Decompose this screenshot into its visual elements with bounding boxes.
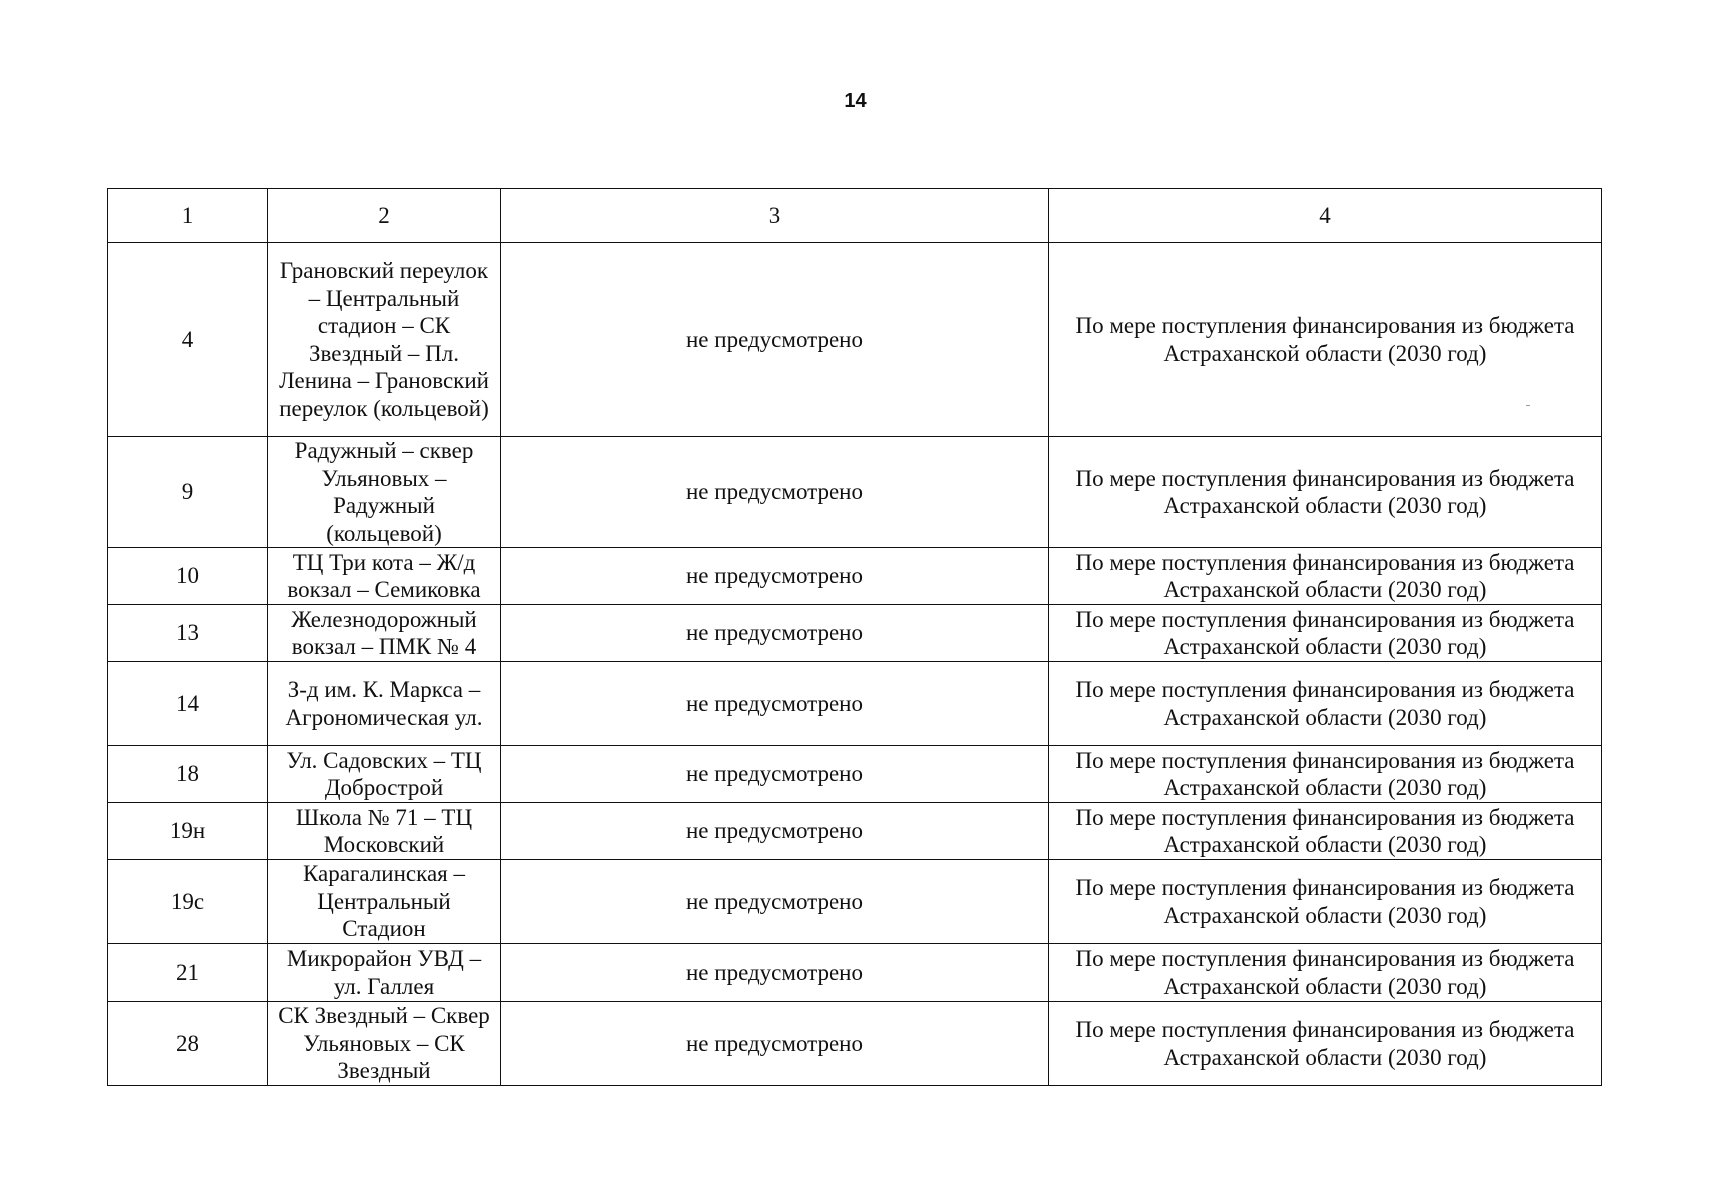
- term-text: По мере поступления финансирования из бюджета Астраханской области (2030 год): [1075, 465, 1575, 518]
- term-text: По мере поступления финансирования из бюджета Астраханской области (2030 год): [1075, 606, 1575, 659]
- term-text: По мере поступления финансирования из бюджета Астраханской области (2030 год): [1075, 804, 1575, 857]
- route-number: 28: [108, 1002, 268, 1086]
- measure-cell: не предусмотрено: [501, 803, 1049, 860]
- header-cell-4: 4: [1049, 189, 1602, 243]
- term-cell: [1049, 944, 1602, 1002]
- table-row: [108, 944, 1602, 1002]
- route-number: 9: [108, 437, 268, 548]
- measure-cell: не предусмотрено: [501, 1002, 1049, 1086]
- table-row: [108, 860, 1602, 944]
- measure-cell: не предусмотрено: [501, 944, 1049, 1002]
- term-text: По мере поступления финансирования из бюджета Астраханской области (2030 год): [1075, 1017, 1575, 1070]
- route-name: ТЦ Три кота – Ж/д вокзал – Семиковка: [268, 548, 501, 605]
- table-header-row: [108, 189, 1602, 243]
- route-name: Школа № 71 – ТЦ Московский: [268, 803, 501, 860]
- header-cell-2: 2: [268, 189, 501, 243]
- route-number: 18: [108, 746, 268, 803]
- table-row: [108, 548, 1602, 605]
- table-row: [108, 746, 1602, 803]
- header-cell-3: 3: [501, 189, 1049, 243]
- term-text: По мере поступления финансирования из бюджета Астраханской области (2030 год): [1075, 313, 1575, 366]
- measure-cell: не предусмотрено: [501, 243, 1049, 437]
- page-number: 14: [844, 90, 867, 112]
- measure-cell: не предусмотрено: [501, 860, 1049, 944]
- term-text: По мере поступления финансирования из бюджета Астраханской области (2030 год): [1075, 875, 1575, 928]
- measure-cell: не предусмотрено: [501, 605, 1049, 662]
- measure-cell: не предусмотрено: [501, 746, 1049, 803]
- term-cell: [1049, 605, 1602, 662]
- term-cell: [1049, 803, 1602, 860]
- route-number: 13: [108, 605, 268, 662]
- table-row: [108, 605, 1602, 662]
- route-name: З-д им. К. Маркса – Агрономическая ул.: [268, 662, 501, 746]
- route-number: 10: [108, 548, 268, 605]
- route-name: Микрорайон УВД – ул. Галлея: [268, 944, 501, 1002]
- term-cell: [1049, 548, 1602, 605]
- routes-table: [107, 188, 1602, 1086]
- route-name: Железнодорожный вокзал – ПМК № 4: [268, 605, 501, 662]
- measure-cell: не предусмотрено: [501, 437, 1049, 548]
- term-cell: [1049, 437, 1602, 548]
- measure-cell: не предусмотрено: [501, 662, 1049, 746]
- term-cell: [1049, 746, 1602, 803]
- table-row: [108, 437, 1602, 548]
- route-name: Радужный – сквер Ульяновых – Радужный (кольцевой): [268, 437, 501, 548]
- term-text: По мере поступления финансирования из бюджета Астраханской области (2030 год): [1075, 549, 1575, 602]
- route-number: 19н: [108, 803, 268, 860]
- scan-speck: [1526, 405, 1530, 406]
- table-row: [108, 1002, 1602, 1086]
- table-row: [108, 662, 1602, 746]
- route-number: 4: [108, 243, 268, 437]
- route-number: 19с: [108, 860, 268, 944]
- route-name: Ул. Садовских – ТЦ Добрострой: [268, 746, 501, 803]
- route-number: 14: [108, 662, 268, 746]
- term-cell: [1049, 662, 1602, 746]
- term-cell: [1049, 243, 1602, 437]
- route-name: Карагалинская – Центральный Стадион: [268, 860, 501, 944]
- table-row: [108, 803, 1602, 860]
- term-text: По мере поступления финансирования из бюджета Астраханской области (2030 год): [1075, 946, 1575, 999]
- term-cell: [1049, 860, 1602, 944]
- measure-cell: не предусмотрено: [501, 548, 1049, 605]
- header-cell-1: 1: [108, 189, 268, 243]
- route-number: 21: [108, 944, 268, 1002]
- term-text: По мере поступления финансирования из бюджета Астраханской области (2030 год): [1075, 747, 1575, 800]
- term-cell: [1049, 1002, 1602, 1086]
- term-text: По мере поступления финансирования из бюджета Астраханской области (2030 год): [1075, 677, 1575, 730]
- table-row: [108, 243, 1602, 437]
- route-name: Грановский переулок – Центральный стадион – СК Звездный – Пл. Ленина – Грановский переулок (кольцевой): [268, 243, 501, 437]
- route-name: СК Звездный – Сквер Ульяновых – СК Звездный: [268, 1002, 501, 1086]
